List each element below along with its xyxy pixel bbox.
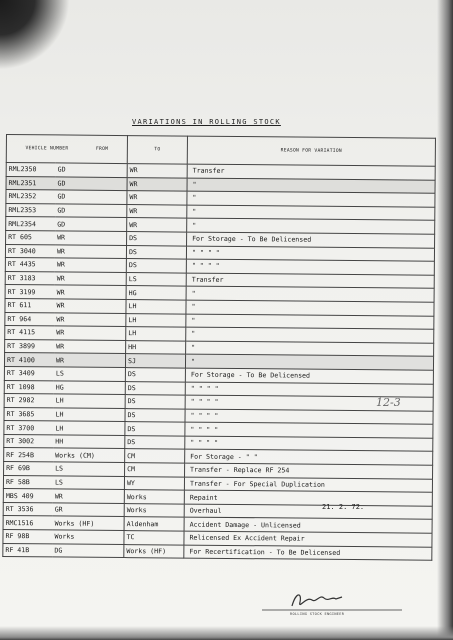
from-cell: LS <box>54 367 126 381</box>
reason-cell: Transfer <box>187 164 435 180</box>
table-header-row <box>6 135 435 167</box>
vehicle-number-cell: RT 3002 <box>4 434 54 448</box>
rolling-stock-table <box>2 134 436 561</box>
from-cell: Works <box>52 530 124 544</box>
scan-shadow <box>0 0 70 70</box>
table-row <box>3 543 432 560</box>
to-cell: Works <box>124 503 184 517</box>
from-cell: WR <box>55 285 127 299</box>
to-cell: WR <box>127 191 187 205</box>
to-cell: WR <box>127 204 187 218</box>
header-vehicle-from <box>6 135 127 164</box>
to-cell: Works <box>124 490 184 504</box>
to-cell: HG <box>126 286 186 300</box>
vehicle-number-cell: RT 964 <box>5 312 55 326</box>
reason-cell: " " " " <box>185 395 433 411</box>
vehicle-number-cell: RT 611 <box>5 298 55 312</box>
to-cell: DS <box>126 245 186 259</box>
from-cell: LS <box>53 462 125 476</box>
header-to: TO <box>127 136 187 165</box>
handwritten-note: 12-3 <box>376 396 401 409</box>
vehicle-number-cell: RT 2982 <box>4 394 54 408</box>
from-cell: WR <box>54 312 126 326</box>
from-cell: LH <box>54 394 126 408</box>
reason-cell: " <box>187 191 435 207</box>
vehicle-number-cell: RT 3199 <box>5 285 55 299</box>
reason-cell: " " " " <box>185 382 433 398</box>
signature <box>262 588 402 614</box>
to-cell: DS <box>125 381 185 395</box>
vehicle-number-cell: RT 4435 <box>5 258 55 272</box>
vehicle-number-cell: RT 3536 <box>3 502 53 516</box>
reason-cell: " " " " <box>185 409 433 425</box>
reason-cell: Transfer - For Special Duplication <box>184 477 432 493</box>
document-date: 21. 2. 72. <box>322 503 365 511</box>
reason-cell: For Recertification - To Be Delicensed <box>184 545 432 561</box>
reason-cell: " " " " <box>186 246 434 262</box>
vehicle-number-cell: RF 254B <box>4 448 54 462</box>
vehicle-number-cell: RT 605 <box>6 230 56 244</box>
vehicle-number-cell: MBS 409 <box>3 489 53 503</box>
scan-edge-right <box>437 0 453 640</box>
reason-cell: " <box>186 341 434 357</box>
vehicle-number-cell: RML2352 <box>6 190 56 204</box>
vehicle-number-cell: RML2354 <box>6 217 56 231</box>
reason-cell: Transfer - Replace RF 254 <box>185 463 433 479</box>
vehicle-number-cell: RT 3040 <box>5 244 55 258</box>
from-cell: WR <box>55 258 127 272</box>
reason-cell: For Storage - " " <box>185 450 433 466</box>
from-cell: HH <box>53 435 125 449</box>
to-cell: TC <box>124 531 184 545</box>
from-cell: GD <box>56 163 128 177</box>
reason-cell: Transfer <box>186 273 434 289</box>
reason-cell: " <box>186 286 434 302</box>
scan-edge-bottom <box>0 626 453 640</box>
from-cell: WR <box>54 299 126 313</box>
to-cell: Works (HF) <box>124 544 184 558</box>
from-cell: GD <box>55 217 127 231</box>
to-cell: WR <box>127 218 187 232</box>
from-cell: LS <box>53 476 125 490</box>
vehicle-number-cell: RT 3899 <box>5 339 55 353</box>
reason-cell: Repaint <box>184 490 432 506</box>
reason-cell: Overhaul <box>184 504 432 520</box>
reason-cell: For Storage - To Be Delicensed <box>185 368 433 384</box>
vehicle-number-cell: RT 1098 <box>4 380 54 394</box>
to-cell: DS <box>126 259 186 273</box>
reason-cell: " <box>185 354 433 370</box>
reason-cell: Accident Damage - Unlicensed <box>184 518 432 534</box>
from-cell: WR <box>54 353 126 367</box>
to-cell: DS <box>125 408 185 422</box>
from-cell: WR <box>54 326 126 340</box>
vehicle-number-cell: RML2351 <box>6 176 56 190</box>
from-cell: WR <box>53 489 125 503</box>
vehicle-number-cell: RF 41B <box>3 543 53 557</box>
reason-cell: " <box>187 218 435 234</box>
vehicle-number-cell: RT 3183 <box>5 271 55 285</box>
to-cell: DS <box>125 395 185 409</box>
document-title: VARIATIONS IN ROLLING STOCK <box>132 118 281 126</box>
to-cell: WR <box>127 177 187 191</box>
to-cell: DS <box>125 367 185 381</box>
to-cell: CM <box>125 463 185 477</box>
vehicle-number-cell: RML2353 <box>6 203 56 217</box>
header-from: FROM <box>95 146 109 152</box>
from-cell: LH <box>53 408 125 422</box>
to-cell: LH <box>126 299 186 313</box>
to-cell: DS <box>125 435 185 449</box>
vehicle-number-cell: RF 98B <box>3 530 53 544</box>
signature-caption: ROLLING STOCK ENGINEER <box>290 612 345 616</box>
from-cell: GD <box>55 190 127 204</box>
from-cell: GD <box>55 204 127 218</box>
to-cell: DS <box>127 232 187 246</box>
from-cell: WR <box>55 231 127 245</box>
vehicle-number-cell: RF 58B <box>3 475 53 489</box>
to-cell: DS <box>125 422 185 436</box>
header-vehicle-number: VEHICLE NUMBER <box>25 146 69 152</box>
vehicle-number-cell: RMC1516 <box>3 516 53 530</box>
to-cell: WY <box>124 476 184 490</box>
vehicle-number-cell: RF 69B <box>4 462 54 476</box>
header-reason: REASON FOR VARIATION <box>187 136 435 166</box>
vehicle-number-cell: RT 4100 <box>4 353 54 367</box>
to-cell: SJ <box>125 354 185 368</box>
reason-cell: " " " " <box>185 436 433 452</box>
reason-cell: " " " " <box>186 259 434 275</box>
reason-cell: " <box>186 300 434 316</box>
reason-cell: " <box>186 314 434 330</box>
reason-cell: For Storage - To Be Delicensed <box>187 232 435 248</box>
vehicle-number-cell: RT 4115 <box>5 326 55 340</box>
from-cell: WR <box>54 340 126 354</box>
vehicle-number-cell: RT 3685 <box>4 407 54 421</box>
from-cell: WR <box>55 244 127 258</box>
table-body <box>3 163 435 561</box>
to-cell: LH <box>126 327 186 341</box>
from-cell: WR <box>55 272 127 286</box>
from-cell: DG <box>52 544 124 558</box>
to-cell: LS <box>126 272 186 286</box>
reason-cell: Relicensed Ex Accident Repair <box>184 531 432 547</box>
to-cell: Aldenham <box>124 517 184 531</box>
reason-cell: " <box>187 205 435 221</box>
from-cell: GR <box>53 503 125 517</box>
from-cell: LH <box>53 421 125 435</box>
to-cell: CM <box>125 449 185 463</box>
from-cell: Works (HF) <box>53 516 125 530</box>
reason-cell: " <box>187 178 435 194</box>
vehicle-number-cell: RT 3409 <box>4 366 54 380</box>
from-cell: GD <box>56 177 128 191</box>
reason-cell: " <box>186 327 434 343</box>
to-cell: LH <box>126 313 186 327</box>
to-cell: HH <box>126 340 186 354</box>
from-cell: Works (CM) <box>53 448 125 462</box>
vehicle-number-cell: RML2350 <box>6 163 56 177</box>
from-cell: HG <box>54 380 126 394</box>
vehicle-number-cell: RT 3700 <box>4 421 54 435</box>
to-cell: WR <box>127 164 187 178</box>
reason-cell: " " " " <box>185 422 433 438</box>
